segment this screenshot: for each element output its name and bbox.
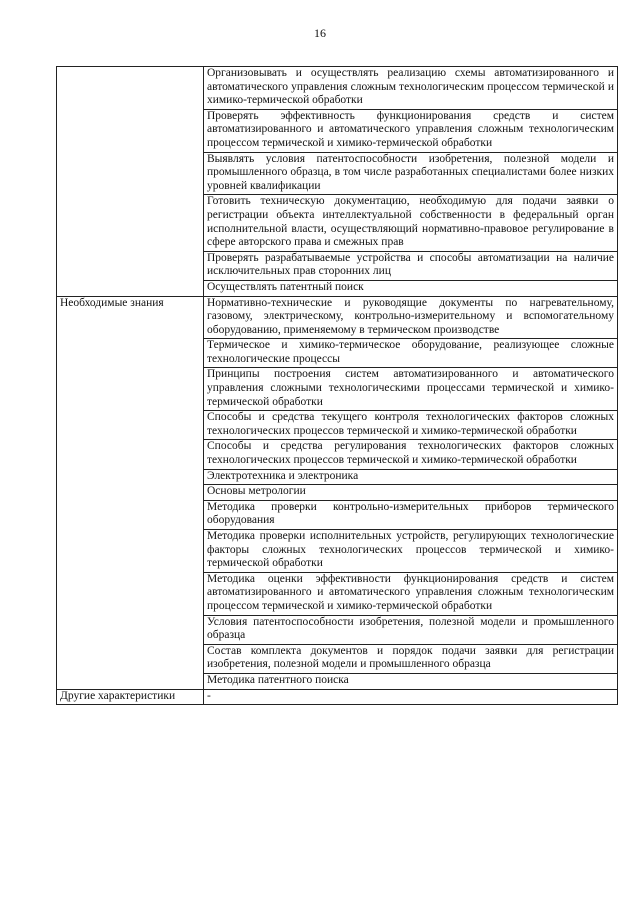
row-label <box>57 67 204 297</box>
row-label-other-characteristics: Другие характеристики <box>57 689 204 705</box>
row-text: Методика патентного поиска <box>204 673 618 689</box>
requirements-table <box>56 66 618 705</box>
row-text: Проверять эффективность функционирования средств и систем автоматизированного и автоматического управления сложным технологическим процессом термической и химико-термической обработки <box>204 109 618 152</box>
row-text: Нормативно-технические и руководящие документы по нагревательному, газовому, электрическому, контрольно-измерительному и вспомогательному оборудованию, применяемому в термическом производстве <box>204 296 618 339</box>
row-text: Осуществлять патентный поиск <box>204 280 618 296</box>
row-text: Методика проверки контрольно-измерительных приборов термического оборудования <box>204 500 618 529</box>
row-text: Способы и средства регулирования технологических факторов сложных технологических процессов термической и химико-термической обработки <box>204 440 618 469</box>
row-text: Организовывать и осуществлять реализацию схемы автоматизированного и автоматического управления сложным технологическим процессом термической и химико-термической обработки <box>204 67 618 110</box>
row-text: Методика проверки исполнительных устройств, регулирующих технологические факторы сложных технологических процессов термической и химико-термической обработки <box>204 530 618 573</box>
row-text: Состав комплекта документов и порядок подачи заявки для регистрации изобретения, полезной модели и промышленного образца <box>204 644 618 673</box>
table-row <box>57 296 618 339</box>
row-text: Проверять разрабатываемые устройства и способы автоматизации на наличие исключительных прав сторонних лиц <box>204 251 618 280</box>
row-text: - <box>204 689 618 705</box>
page-number: 16 <box>314 26 326 40</box>
row-text: Методика оценки эффективности функционирования средств и систем автоматизированного и автоматического управления сложным технологическим процессом термической и химико-термической обработки <box>204 572 618 615</box>
row-text: Условия патентоспособности изобретения, полезной модели и промышленного образца <box>204 615 618 644</box>
row-text: Выявлять условия патентоспособности изобретения, полезной модели и промышленного образца, в том числе разработанных специалистами более низких уровней квалификации <box>204 152 618 195</box>
row-text: Основы метрологии <box>204 485 618 501</box>
row-label-required-knowledge: Необходимые знания <box>57 296 204 689</box>
row-text: Готовить техническую документацию, необходимую для подачи заявки о регистрации объекта интеллектуальной собственности в федеральный орган исполнительной власти, осуществляющий нормативно-правовое регулирование в сфере авторского права и смежных прав <box>204 195 618 251</box>
row-text: Способы и средства текущего контроля технологических факторов сложных технологических процессов термической и химико-термической обработки <box>204 411 618 440</box>
table-row <box>57 689 618 705</box>
row-text: Термическое и химико-термическое оборудование, реализующее сложные технологические процессы <box>204 339 618 368</box>
table-row <box>57 67 618 110</box>
row-text: Электротехника и электроника <box>204 469 618 485</box>
row-text: Принципы построения систем автоматизированного и автоматического управления сложными технологическими процессами термической и химико-термической обработки <box>204 368 618 411</box>
